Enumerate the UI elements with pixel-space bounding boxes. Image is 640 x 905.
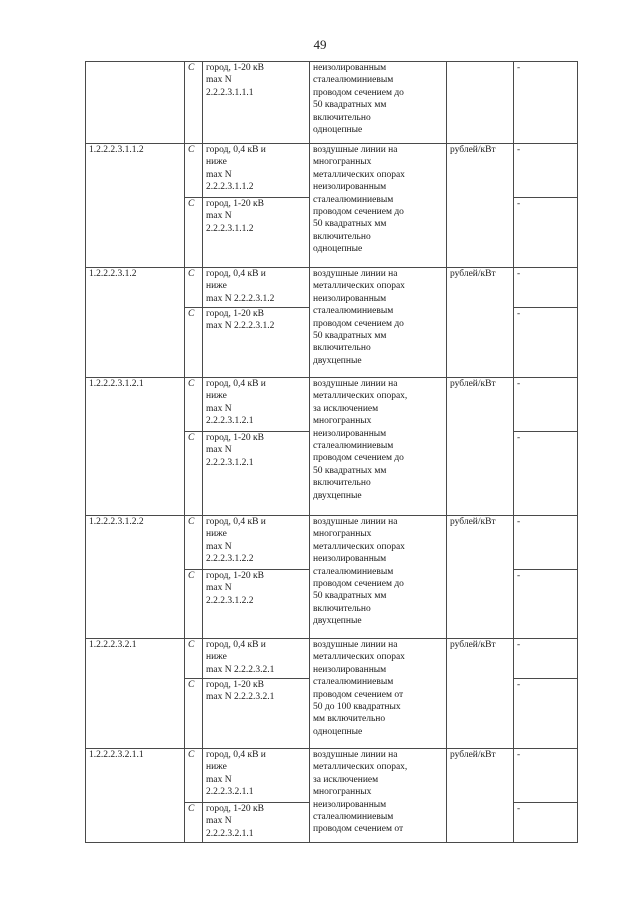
conditions-cell bbox=[203, 378, 310, 432]
category-cell bbox=[185, 749, 203, 803]
line-description-cell bbox=[310, 62, 447, 144]
table-row bbox=[86, 378, 578, 432]
line-description-cell bbox=[310, 639, 447, 749]
conditions-cell-text: город, 0,4 кВ и ниже max N 2.2.2.3.2.1 bbox=[206, 640, 275, 675]
value-cell bbox=[514, 679, 578, 749]
value-cell bbox=[514, 378, 578, 432]
line-description-cell-text: неизолированным сталеалюминиевым проводом сечением до 50 квадратных мм включительно одноцепные bbox=[313, 63, 404, 136]
line-description-cell-text: воздушные линии на металлических опорах, за исключением многогранных неизолированным сталеалюминиевым проводом сечением до 50 квадратных мм включительно двухцепные bbox=[313, 379, 408, 501]
value-cell-text: - bbox=[517, 63, 521, 73]
item-code-cell-text: 1.2.2.2.3.1.1.2 bbox=[89, 145, 144, 155]
category-cell-text: С bbox=[188, 571, 195, 581]
category-cell bbox=[185, 62, 203, 144]
table-row bbox=[86, 144, 578, 198]
item-code-cell bbox=[86, 378, 185, 516]
category-cell-text: С bbox=[188, 433, 195, 443]
conditions-cell bbox=[203, 749, 310, 803]
category-cell-text: С bbox=[188, 379, 195, 389]
value-cell bbox=[514, 570, 578, 639]
table-row bbox=[86, 639, 578, 679]
category-cell-text: С bbox=[188, 269, 195, 279]
value-cell-text: - bbox=[517, 680, 521, 690]
unit-cell bbox=[447, 144, 514, 268]
unit-cell-text: рублей/кВт bbox=[450, 379, 496, 389]
value-cell bbox=[514, 62, 578, 144]
unit-cell bbox=[447, 749, 514, 843]
line-description-cell-text: воздушные линии на многогранных металлических опорах неизолированным сталеалюминиевым проводом сечением до 50 квадратных мм включительно одноцепные bbox=[313, 145, 405, 255]
value-cell-text: - bbox=[517, 309, 521, 319]
conditions-cell bbox=[203, 144, 310, 198]
line-description-cell-text: воздушные линии на металлических опорах, за исключением многогранных неизолированным сталеалюминиевым проводом сечением от bbox=[313, 750, 408, 835]
item-code-cell bbox=[86, 144, 185, 268]
category-cell-text: С bbox=[188, 517, 195, 527]
unit-cell-text: рублей/кВт bbox=[450, 750, 496, 760]
conditions-cell bbox=[203, 516, 310, 570]
unit-cell bbox=[447, 268, 514, 378]
value-cell bbox=[514, 198, 578, 268]
item-code-cell bbox=[86, 639, 185, 749]
conditions-cell-text: город, 1-20 кВ max N 2.2.2.3.1.2 bbox=[206, 309, 275, 332]
conditions-cell bbox=[203, 639, 310, 679]
category-cell-text: С bbox=[188, 199, 195, 209]
conditions-cell bbox=[203, 62, 310, 144]
item-code-cell-text: 1.2.2.2.3.1.2 bbox=[89, 269, 137, 279]
tariff-table bbox=[85, 61, 578, 843]
category-cell-text: С bbox=[188, 63, 195, 73]
value-cell bbox=[514, 803, 578, 843]
line-description-cell-text: воздушные линии на многогранных металлических опорах неизолированным сталеалюминиевым проводом сечением до 50 квадратных мм включительно двухцепные bbox=[313, 517, 405, 627]
conditions-cell-text: город, 1-20 кВ max N 2.2.2.3.1.2.2 bbox=[206, 571, 264, 606]
unit-cell bbox=[447, 516, 514, 639]
conditions-cell-text: город, 0,4 кВ и ниже max N 2.2.2.3.2.1.1 bbox=[206, 750, 266, 798]
item-code-cell bbox=[86, 62, 185, 144]
category-cell bbox=[185, 378, 203, 432]
category-cell-text: С bbox=[188, 309, 195, 319]
category-cell bbox=[185, 639, 203, 679]
conditions-cell-text: город, 0,4 кВ и ниже max N 2.2.2.3.1.2.1 bbox=[206, 379, 266, 427]
conditions-cell-text: город, 1-20 кВ max N 2.2.2.3.2.1 bbox=[206, 680, 275, 703]
line-description-cell bbox=[310, 749, 447, 843]
unit-cell bbox=[447, 378, 514, 516]
item-code-cell-text: 1.2.2.2.3.2.1.1 bbox=[89, 750, 144, 760]
line-description-cell bbox=[310, 144, 447, 268]
value-cell-text: - bbox=[517, 517, 521, 527]
value-cell-text: - bbox=[517, 269, 521, 279]
line-description-cell bbox=[310, 378, 447, 516]
conditions-cell bbox=[203, 268, 310, 308]
conditions-cell-text: город, 1-20 кВ max N 2.2.2.3.2.1.1 bbox=[206, 804, 264, 839]
category-cell bbox=[185, 144, 203, 198]
category-cell bbox=[185, 679, 203, 749]
table-body bbox=[86, 62, 578, 843]
value-cell bbox=[514, 432, 578, 516]
value-cell-text: - bbox=[517, 379, 521, 389]
category-cell-text: С bbox=[188, 750, 195, 760]
conditions-cell-text: город, 0,4 кВ и ниже max N 2.2.2.3.1.2.2 bbox=[206, 517, 266, 565]
line-description-cell bbox=[310, 516, 447, 639]
category-cell bbox=[185, 308, 203, 378]
value-cell-text: - bbox=[517, 804, 521, 814]
table-row bbox=[86, 516, 578, 570]
category-cell bbox=[185, 432, 203, 516]
unit-cell-text: рублей/кВт bbox=[450, 517, 496, 527]
category-cell bbox=[185, 803, 203, 843]
value-cell bbox=[514, 144, 578, 198]
conditions-cell bbox=[203, 198, 310, 268]
page-number: 49 bbox=[313, 37, 327, 52]
item-code-cell-text: 1.2.2.2.3.1.2.2 bbox=[89, 517, 144, 527]
category-cell-text: С bbox=[188, 145, 195, 155]
category-cell-text: С bbox=[188, 640, 195, 650]
category-cell-text: С bbox=[188, 804, 195, 814]
table-row bbox=[86, 268, 578, 308]
category-cell bbox=[185, 516, 203, 570]
item-code-cell bbox=[86, 516, 185, 639]
value-cell bbox=[514, 268, 578, 308]
value-cell-text: - bbox=[517, 433, 521, 443]
item-code-cell bbox=[86, 268, 185, 378]
line-description-cell bbox=[310, 268, 447, 378]
item-code-cell-text: 1.2.2.2.3.2.1 bbox=[89, 640, 137, 650]
category-cell bbox=[185, 268, 203, 308]
unit-cell bbox=[447, 62, 514, 144]
unit-cell-text: рублей/кВт bbox=[450, 269, 496, 279]
value-cell bbox=[514, 308, 578, 378]
conditions-cell bbox=[203, 432, 310, 516]
conditions-cell bbox=[203, 803, 310, 843]
category-cell bbox=[185, 198, 203, 268]
unit-cell-text: рублей/кВт bbox=[450, 145, 496, 155]
conditions-cell bbox=[203, 308, 310, 378]
item-code-cell-text: 1.2.2.2.3.1.2.1 bbox=[89, 379, 144, 389]
conditions-cell-text: город, 0,4 кВ и ниже max N 2.2.2.3.1.1.2 bbox=[206, 145, 266, 193]
value-cell-text: - bbox=[517, 571, 521, 581]
value-cell-text: - bbox=[517, 750, 521, 760]
conditions-cell-text: город, 1-20 кВ max N 2.2.2.3.1.1.2 bbox=[206, 199, 264, 234]
conditions-cell bbox=[203, 679, 310, 749]
item-code-cell bbox=[86, 749, 185, 843]
conditions-cell-text: город, 1-20 кВ max N 2.2.2.3.1.2.1 bbox=[206, 433, 264, 468]
conditions-cell-text: город, 0,4 кВ и ниже max N 2.2.2.3.1.2 bbox=[206, 269, 275, 304]
value-cell-text: - bbox=[517, 145, 521, 155]
value-cell bbox=[514, 749, 578, 803]
value-cell-text: - bbox=[517, 640, 521, 650]
unit-cell bbox=[447, 639, 514, 749]
line-description-cell-text: воздушные линии на металлических опорах неизолированным сталеалюминиевым проводом сечением от 50 до 100 квадратных мм включительно одноцепные bbox=[313, 640, 405, 737]
value-cell-text: - bbox=[517, 199, 521, 209]
unit-cell-text: рублей/кВт bbox=[450, 640, 496, 650]
value-cell bbox=[514, 639, 578, 679]
conditions-cell-text: город, 1-20 кВ max N 2.2.2.3.1.1.1 bbox=[206, 63, 264, 98]
conditions-cell bbox=[203, 570, 310, 639]
table-row bbox=[86, 749, 578, 803]
table-row bbox=[86, 62, 578, 144]
line-description-cell-text: воздушные линии на металлических опорах неизолированным сталеалюминиевым проводом сечением до 50 квадратных мм включительно двухцепные bbox=[313, 269, 405, 366]
category-cell bbox=[185, 570, 203, 639]
category-cell-text: С bbox=[188, 680, 195, 690]
value-cell bbox=[514, 516, 578, 570]
